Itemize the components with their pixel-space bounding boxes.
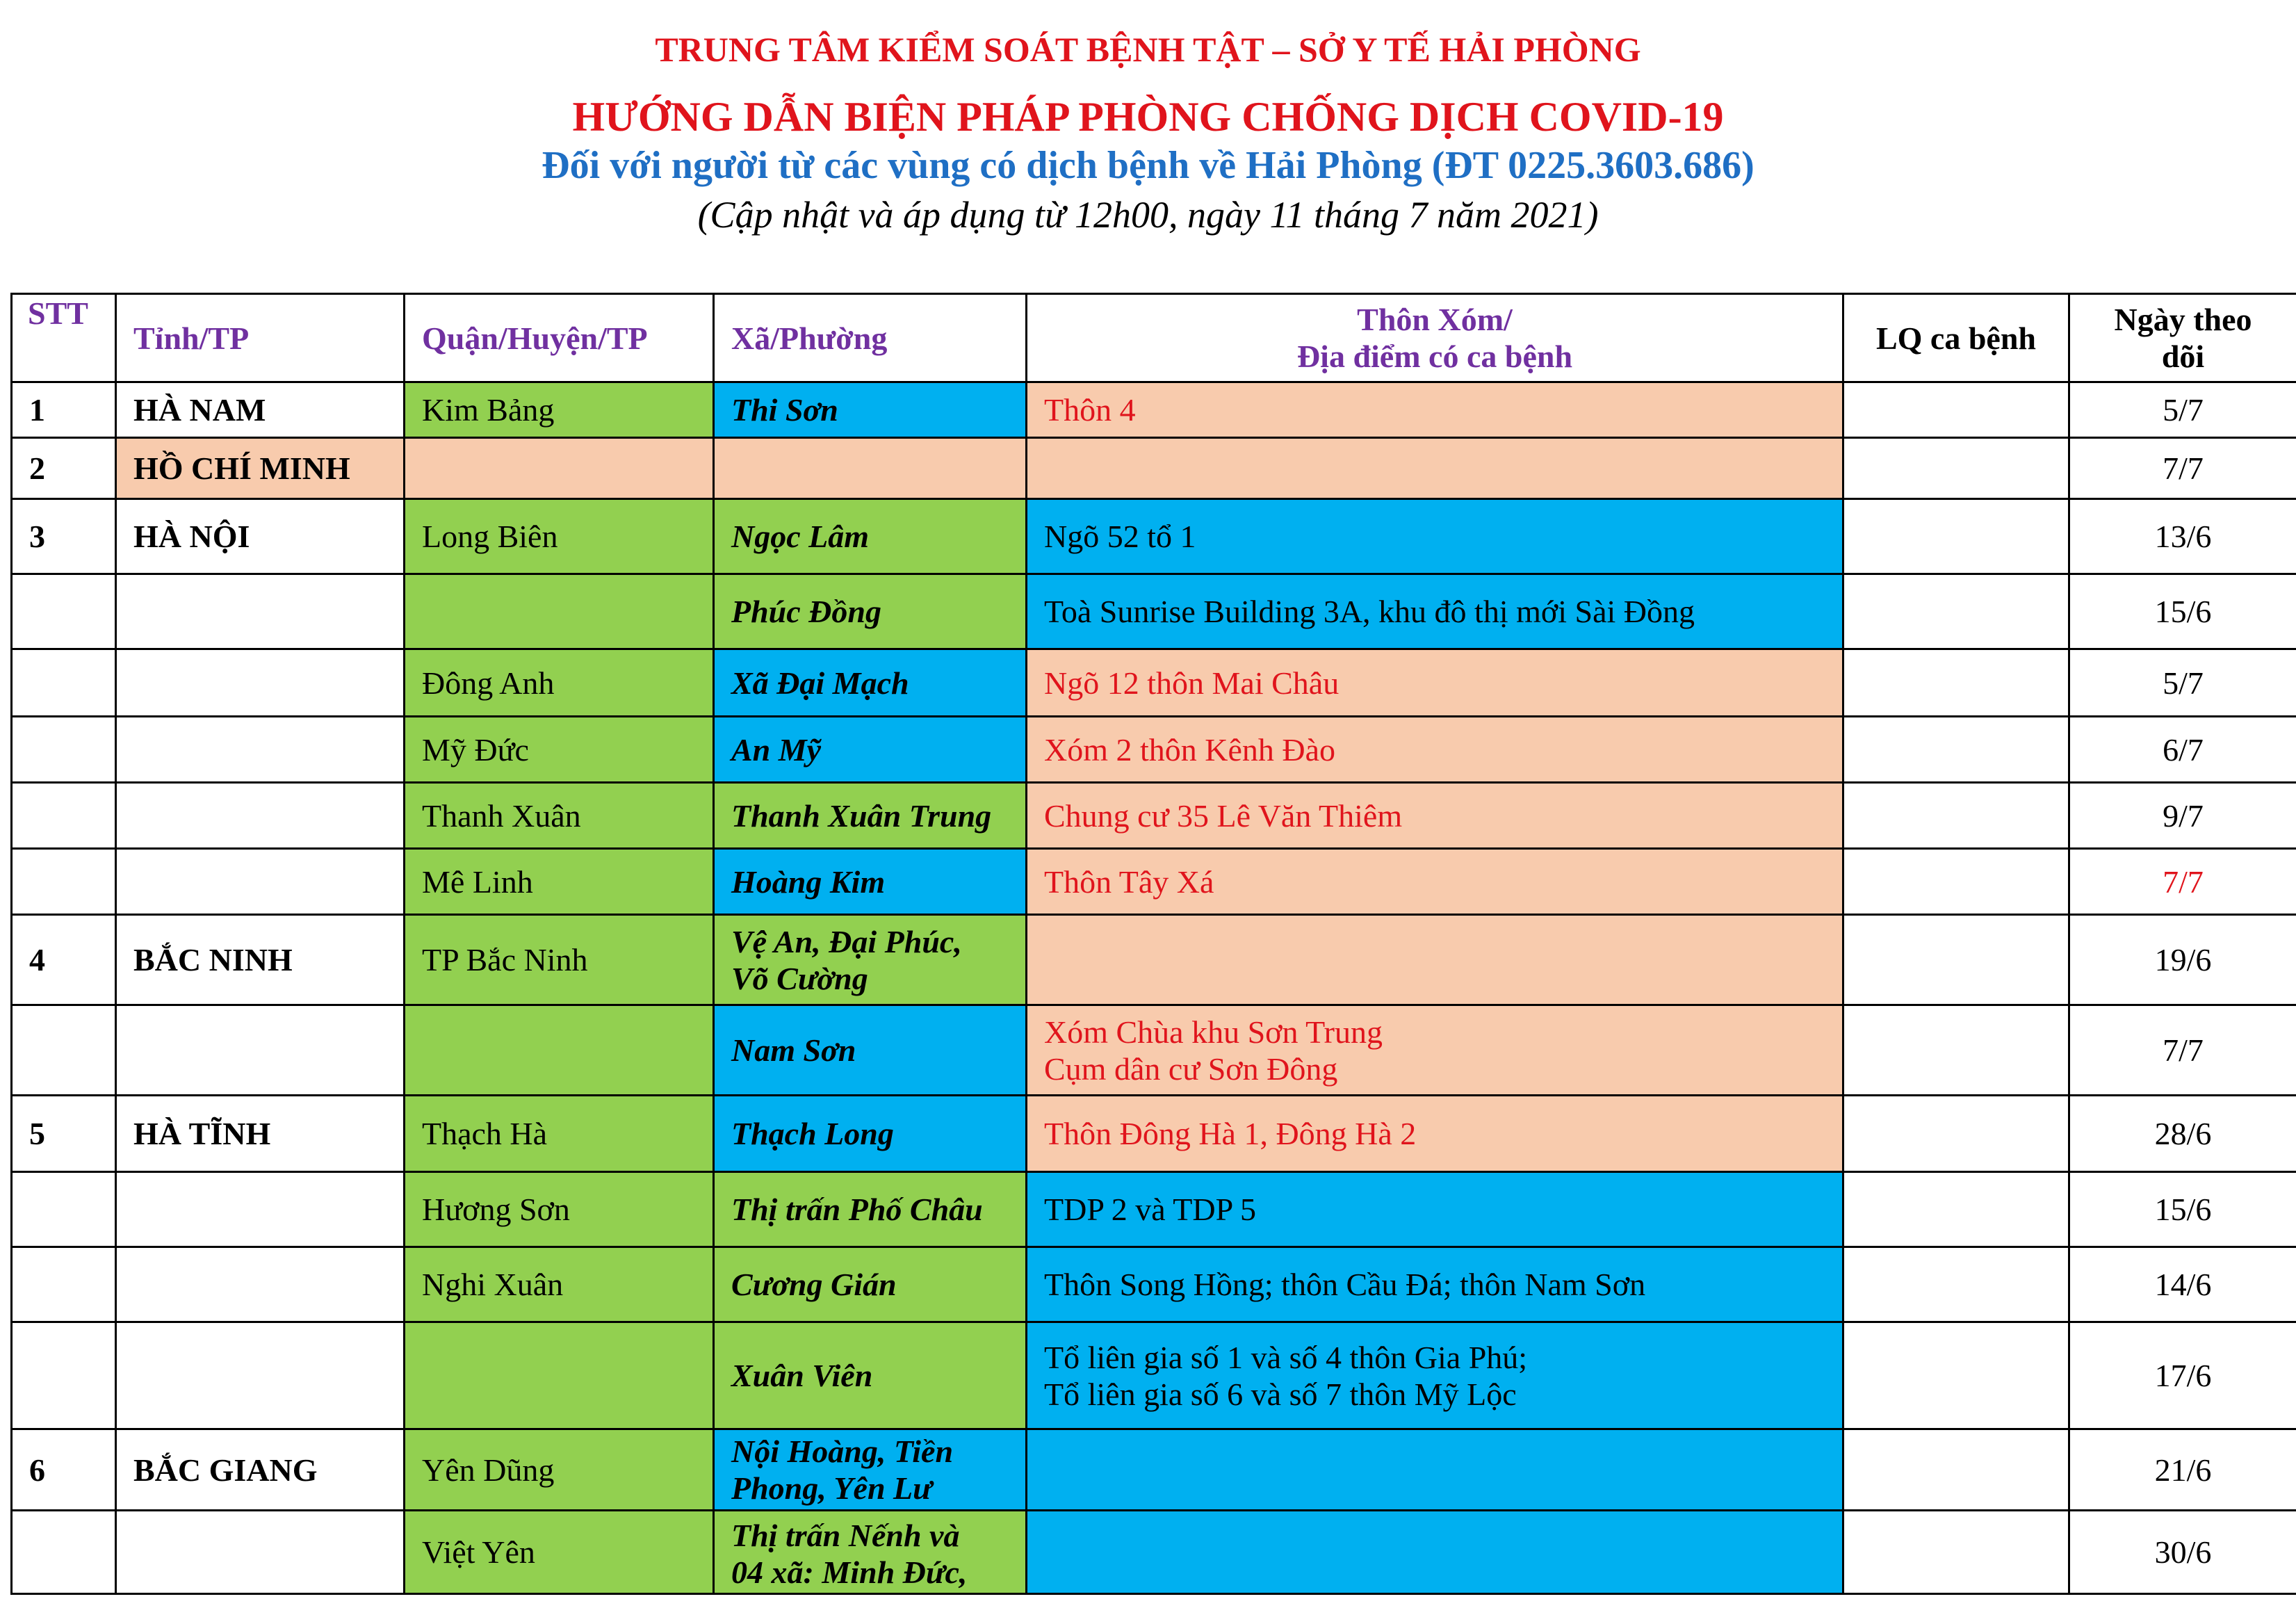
cell-province	[116, 649, 405, 717]
cell-ward-line1: Thị trấn Nếnh và	[731, 1517, 960, 1553]
cell-date: 5/7	[2069, 382, 2296, 438]
cell-stt	[12, 1005, 116, 1096]
cell-date: 9/7	[2069, 783, 2296, 849]
cell-location: Thôn 4	[1027, 382, 1843, 438]
cell-ward: Thi Sơn	[714, 382, 1027, 438]
cell-date: 30/6	[2069, 1511, 2296, 1594]
cell-ward: Thanh Xuân Trung	[714, 783, 1027, 849]
header-district: Quận/Huyện/TP	[405, 294, 714, 382]
cell-district: TP Bắc Ninh	[405, 915, 714, 1005]
cell-lq	[1843, 1247, 2069, 1322]
table-row	[12, 783, 2296, 849]
cell-location-line2: Cụm dân cư Sơn Đông	[1044, 1050, 1338, 1087]
cell-date: 21/6	[2069, 1429, 2296, 1511]
cell-lq	[1843, 1322, 2069, 1429]
cell-province	[116, 717, 405, 783]
cell-lq	[1843, 382, 2069, 438]
table-row	[12, 717, 2296, 783]
cell-stt	[12, 1172, 116, 1247]
cell-stt: 5	[12, 1096, 116, 1172]
cell-ward-line2: Võ Cường	[731, 960, 868, 996]
cell-province	[116, 849, 405, 915]
cell-district: Việt Yên	[405, 1511, 714, 1594]
cell-lq	[1843, 1005, 2069, 1096]
cell-ward: An Mỹ	[714, 717, 1027, 783]
cell-ward-line1: Nội Hoàng, Tiền	[731, 1434, 954, 1469]
header-date	[2069, 294, 2296, 382]
cell-lq	[1843, 574, 2069, 649]
cell-date: 7/7	[2069, 849, 2296, 915]
cell-date: 6/7	[2069, 717, 2296, 783]
cell-date: 5/7	[2069, 649, 2296, 717]
table-row	[12, 382, 2296, 438]
organization-name: TRUNG TÂM KIỂM SOÁT BỆNH TẬT – SỞ Y TẾ HẢI PHÒNG	[655, 30, 1641, 69]
cell-location-line2: Tổ liên gia số 6 và số 7 thôn Mỹ Lộc	[1044, 1376, 1517, 1412]
cell-stt	[12, 649, 116, 717]
cell-lq	[1843, 1429, 2069, 1511]
header-location	[1027, 294, 1843, 382]
cell-district	[405, 438, 714, 499]
cell-ward	[714, 915, 1027, 1005]
table-row	[12, 438, 2296, 499]
cell-province: HÀ NAM	[116, 382, 405, 438]
table-row	[12, 1096, 2296, 1172]
cell-district: Yên Dũng	[405, 1429, 714, 1511]
cell-lq	[1843, 1511, 2069, 1594]
table-row	[12, 574, 2296, 649]
table-row	[12, 1429, 2296, 1511]
cell-ward	[714, 438, 1027, 499]
cell-location-line1: Tổ liên gia số 1 và số 4 thôn Gia Phú;	[1044, 1339, 1528, 1375]
cell-stt	[12, 717, 116, 783]
cell-stt	[12, 849, 116, 915]
cell-location: Ngõ 12 thôn Mai Châu	[1027, 649, 1843, 717]
cell-province: HÀ NỘI	[116, 499, 405, 574]
cell-location: Thôn Đông Hà 1, Đông Hà 2	[1027, 1096, 1843, 1172]
cell-district: Thạch Hà	[405, 1096, 714, 1172]
cell-location	[1027, 915, 1843, 1005]
cell-district: Nghi Xuân	[405, 1247, 714, 1322]
table-row	[12, 499, 2296, 574]
cell-location: Thôn Tây Xá	[1027, 849, 1843, 915]
cell-location: TDP 2 và TDP 5	[1027, 1172, 1843, 1247]
cell-district: Mê Linh	[405, 849, 714, 915]
header-ward: Xã/Phường	[714, 294, 1027, 382]
cell-ward-line2: 04 xã: Minh Đức,	[731, 1554, 968, 1590]
cell-date: 13/6	[2069, 499, 2296, 574]
table-row	[12, 1511, 2296, 1594]
cell-date: 15/6	[2069, 1172, 2296, 1247]
cell-ward: Hoàng Kim	[714, 849, 1027, 915]
cell-lq	[1843, 717, 2069, 783]
cell-province	[116, 1005, 405, 1096]
cell-lq	[1843, 915, 2069, 1005]
cell-lq	[1843, 1096, 2069, 1172]
cell-lq	[1843, 783, 2069, 849]
document-title: HƯỚNG DẪN BIỆN PHÁP PHÒNG CHỐNG DỊCH COVID-19	[572, 94, 1724, 140]
cell-location	[1027, 1322, 1843, 1429]
cell-province: BẮC GIANG	[116, 1429, 405, 1511]
cell-ward	[714, 1429, 1027, 1511]
cell-ward: Cương Gián	[714, 1247, 1027, 1322]
cell-stt: 2	[12, 438, 116, 499]
cell-lq	[1843, 499, 2069, 574]
cell-stt	[12, 783, 116, 849]
header-province: Tỉnh/TP	[116, 294, 405, 382]
cell-province: HÀ TĨNH	[116, 1096, 405, 1172]
update-note: (Cập nhật và áp dụng từ 12h00, ngày 11 tháng 7 năm 2021)	[697, 194, 1599, 236]
cell-district: Kim Bảng	[405, 382, 714, 438]
table-row	[12, 1322, 2296, 1429]
cell-location: Ngõ 52 tổ 1	[1027, 499, 1843, 574]
cell-province	[116, 783, 405, 849]
cell-ward: Nam Sơn	[714, 1005, 1027, 1096]
cell-ward: Thị trấn Phố Châu	[714, 1172, 1027, 1247]
table-row	[12, 915, 2296, 1005]
cell-date: 7/7	[2069, 1005, 2296, 1096]
header-location-line1: Thôn Xóm/	[1357, 302, 1513, 337]
table-header-row	[12, 294, 2296, 382]
cell-ward: Xã Đại Mạch	[714, 649, 1027, 717]
header-stt: STT	[12, 294, 116, 382]
cell-location: Thôn Song Hồng; thôn Cầu Đá; thôn Nam Sơn	[1027, 1247, 1843, 1322]
cell-ward-line2: Phong, Yên Lư	[731, 1470, 932, 1506]
cell-stt: 6	[12, 1429, 116, 1511]
cell-province	[116, 1172, 405, 1247]
cell-stt: 1	[12, 382, 116, 438]
cell-ward	[714, 1511, 1027, 1594]
cell-lq	[1843, 649, 2069, 717]
cell-district: Long Biên	[405, 499, 714, 574]
cell-province	[116, 1247, 405, 1322]
cell-ward-line1: Vệ An, Đại Phúc,	[731, 923, 962, 959]
cell-lq	[1843, 438, 2069, 499]
cell-district	[405, 574, 714, 649]
cell-location	[1027, 1511, 1843, 1594]
cell-ward: Ngọc Lâm	[714, 499, 1027, 574]
table-row	[12, 849, 2296, 915]
header-location-line2: Địa điểm có ca bệnh	[1296, 339, 1573, 374]
cell-district	[405, 1322, 714, 1429]
cell-district: Đông Anh	[405, 649, 714, 717]
cell-date: 19/6	[2069, 915, 2296, 1005]
cell-location-line1: Xóm Chùa khu Sơn Trung	[1044, 1014, 1383, 1050]
header-lq: LQ ca bệnh	[1843, 294, 2069, 382]
cell-location: Toà Sunrise Building 3A, khu đô thị mới Sài Đồng	[1027, 574, 1843, 649]
table-row	[12, 1247, 2296, 1322]
cell-location: Chung cư 35 Lê Văn Thiêm	[1027, 783, 1843, 849]
cell-location	[1027, 1429, 1843, 1511]
cell-stt: 3	[12, 499, 116, 574]
cell-date: 7/7	[2069, 438, 2296, 499]
cell-province	[116, 1322, 405, 1429]
cell-stt	[12, 1511, 116, 1594]
cell-date: 15/6	[2069, 574, 2296, 649]
cell-ward: Xuân Viên	[714, 1322, 1027, 1429]
table-row	[12, 1005, 2296, 1096]
cell-province	[116, 1511, 405, 1594]
cell-location: Xóm 2 thôn Kênh Đào	[1027, 717, 1843, 783]
cell-ward: Thạch Long	[714, 1096, 1027, 1172]
cell-date: 28/6	[2069, 1096, 2296, 1172]
cell-location	[1027, 1005, 1843, 1096]
cell-stt	[12, 1247, 116, 1322]
cell-province	[116, 574, 405, 649]
cell-district: Thanh Xuân	[405, 783, 714, 849]
cell-date: 14/6	[2069, 1247, 2296, 1322]
document-subtitle: Đối với người từ các vùng có dịch bệnh về Hải Phòng (ĐT 0225.3603.686)	[542, 144, 1754, 187]
table-row	[12, 649, 2296, 717]
cell-district: Mỹ Đức	[405, 717, 714, 783]
cell-stt	[12, 1322, 116, 1429]
cell-lq	[1843, 849, 2069, 915]
cell-lq	[1843, 1172, 2069, 1247]
cell-date: 17/6	[2069, 1322, 2296, 1429]
cell-stt: 4	[12, 915, 116, 1005]
cell-stt	[12, 574, 116, 649]
cell-location	[1027, 438, 1843, 499]
header-date-line2: dõi	[2161, 339, 2205, 374]
cell-district: Hương Sơn	[405, 1172, 714, 1247]
table-row	[12, 1172, 2296, 1247]
header-date-line1: Ngày theo	[2114, 302, 2252, 337]
cell-province: BẮC NINH	[116, 915, 405, 1005]
cell-district	[405, 1005, 714, 1096]
cell-ward: Phúc Đồng	[714, 574, 1027, 649]
cell-province: HỒ CHÍ MINH	[116, 438, 405, 499]
outbreak-areas-table	[10, 293, 2296, 1595]
